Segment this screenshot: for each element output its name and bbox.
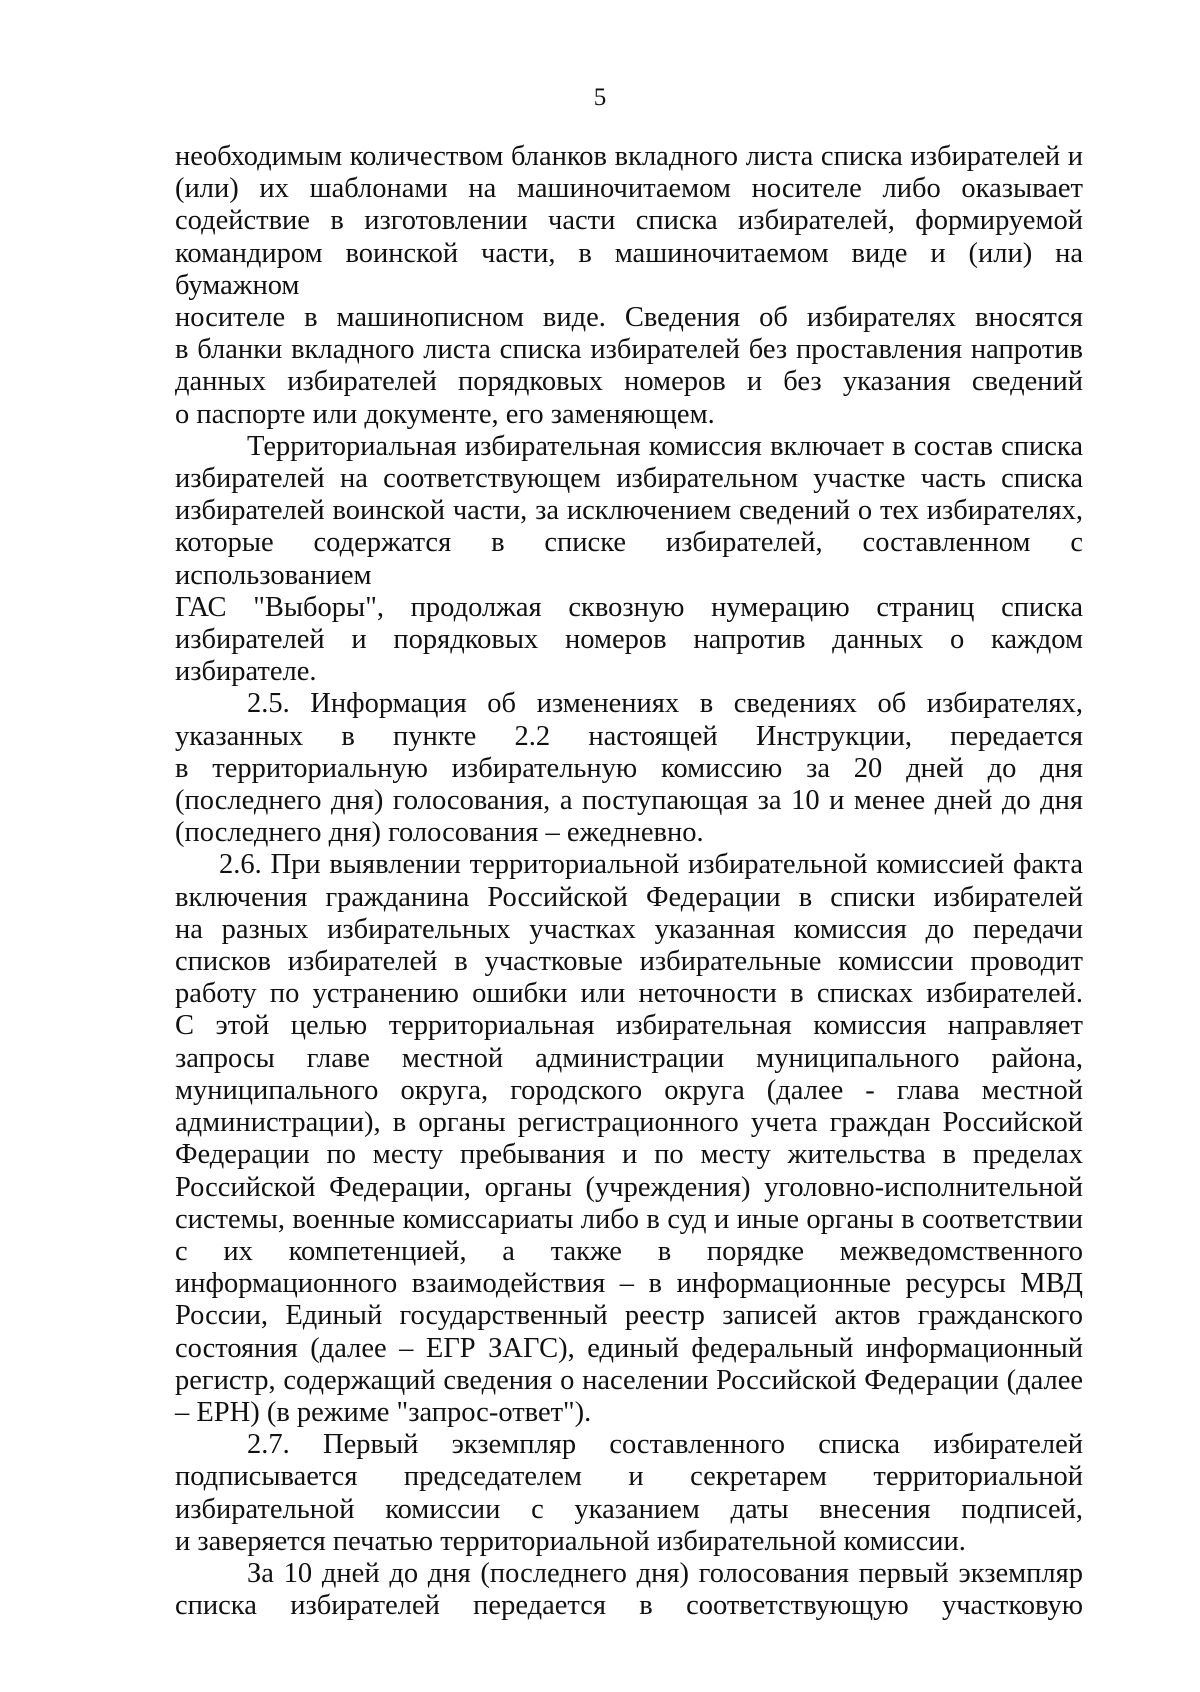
text-line: которые содержатся в списке избирателей, составленном с использованием [175, 527, 1083, 591]
text-line: Федерации по месту пребывания и по месту жительства в пределах [175, 1139, 1083, 1171]
text-line: избирателей воинской части, за исключением сведений о тех избирателях, [175, 495, 1083, 527]
text-line: ГАС "Выборы", продолжая сквозную нумерацию страниц списка [175, 591, 1083, 623]
paragraph-ten-days [175, 1558, 1083, 1622]
paragraph-2-6 [175, 849, 1083, 1429]
text-line: – ЕРН) (в режиме "запрос-ответ"). [175, 1396, 592, 1428]
text-line: включения гражданина Российской Федерации в списки избирателей [175, 881, 1083, 913]
text-line: (последнего дня) голосования, а поступающая за 10 и менее дней до дня [175, 785, 1083, 817]
text-line: 2.5. Информация об изменениях в сведениях об избирателях, [247, 688, 1083, 720]
text-line: (или) их шаблонами на машиночитаемом носителе либо оказывает [175, 173, 1083, 205]
text-line: России, Единый государственный реестр записей актов гражданского [175, 1300, 1083, 1332]
text-line: о паспорте или документе, его заменяющем. [175, 398, 715, 430]
text-line: (последнего дня) голосования – ежедневно. [175, 817, 704, 849]
text-line: на разных избирательных участках указанная комиссия до передачи [175, 913, 1083, 945]
text-line: системы, военные комиссариаты либо в суд и иные органы в соответствии [175, 1203, 1083, 1235]
paragraph-territorial-commission [175, 431, 1083, 689]
text-line: данных избирателей порядковых номеров и без указания сведений [175, 366, 1083, 398]
text-line: С этой целью территориальная избирательная комиссия направляет [175, 1010, 1083, 1042]
text-line: избирательной комиссии с указанием даты внесения подписей, [175, 1493, 1083, 1525]
text-line: регистр, содержащий сведения о населении Российской Федерации (далее [175, 1364, 1083, 1396]
text-line: Российской Федерации, органы (учреждения) уголовно-исполнительной [175, 1171, 1083, 1203]
text-line: избирателе. [175, 656, 317, 688]
text-line: подписывается председателем и секретарем территориальной [175, 1461, 1083, 1493]
text-line: запросы главе местной администрации муниципального района, [175, 1042, 1083, 1074]
text-line: 2.6. При выявлении территориальной избирательной комиссией факта [219, 849, 1083, 881]
paragraph-2-5 [175, 688, 1083, 849]
text-line: содействие в изготовлении части списка избирателей, формируемой [175, 205, 1083, 237]
document-body [175, 141, 1083, 1622]
page-number: 5 [593, 84, 607, 111]
text-line: необходимым количеством бланков вкладного листа списка избирателей и [175, 141, 1083, 172]
text-line: в бланки вкладного листа списка избирателей без проставления напротив [175, 334, 1083, 366]
text-line: администрации), в органы регистрационного учета граждан Российской [175, 1107, 1083, 1139]
text-line: списка избирателей передается в соответствующую участковую [175, 1590, 1083, 1622]
text-line: указанных в пункте 2.2 настоящей Инструкции, передается [175, 720, 1083, 752]
text-line: За 10 дней до дня (последнего дня) голосования первый экземпляр [247, 1557, 1083, 1589]
text-line: избирателей на соответствующем избирательном участке часть списка [175, 463, 1083, 495]
text-line: с их компетенцией, а также в порядке межведомственного [175, 1235, 1083, 1267]
text-line: состояния (далее – ЕГР ЗАГС), единый федеральный информационный [175, 1332, 1083, 1364]
paragraph-2-7 [175, 1429, 1083, 1558]
text-line: командиром воинской части, в машиночитаемом виде и (или) на бумажном [175, 237, 1083, 301]
text-line: списков избирателей в участковые избирательные комиссии проводит [175, 946, 1083, 978]
text-line: и заверяется печатью территориальной избирательной комиссии. [175, 1525, 966, 1557]
text-line: муниципального округа, городского округа (далее - глава местной [175, 1074, 1083, 1106]
text-line: 2.7. Первый экземпляр составленного списка избирателей [247, 1429, 1083, 1461]
text-line: избирателей и порядковых номеров напротив данных о каждом [175, 624, 1083, 656]
paragraph-continuation [175, 141, 1083, 431]
text-line: в территориальную избирательную комиссию за 20 дней до дня [175, 752, 1083, 784]
text-line: работу по устранению ошибки или неточности в списках избирателей. [175, 978, 1083, 1010]
text-line: носителе в машинописном виде. Сведения об избирателях вносятся [175, 302, 1083, 334]
text-line: информационного взаимодействия – в информационные ресурсы МВД [175, 1268, 1083, 1300]
text-line: Территориальная избирательная комиссия включает в состав списка [247, 430, 1083, 462]
